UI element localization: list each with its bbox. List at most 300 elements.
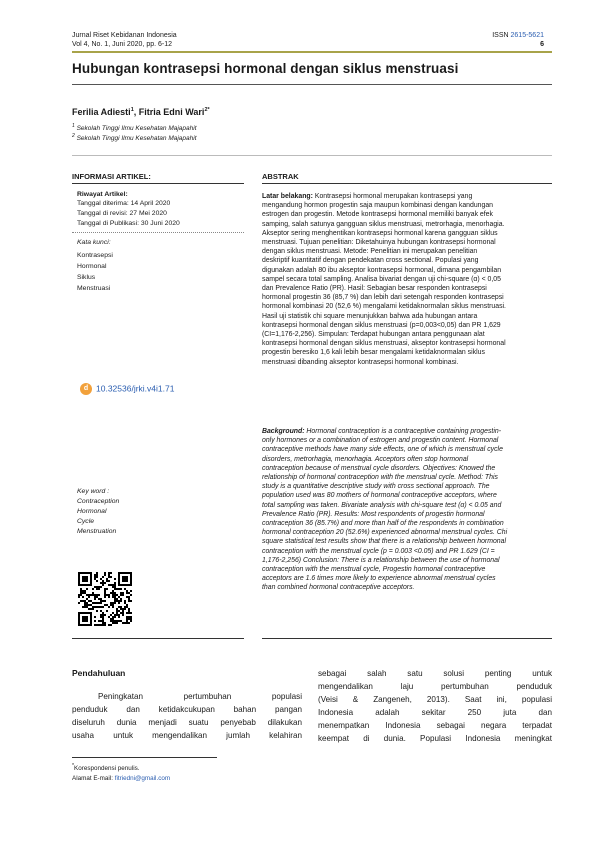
journal-name: Jurnal Riset Kebidanan Indonesia [72,32,177,39]
history-label: Riwayat Artikel: [77,191,128,198]
qr-module [92,592,94,594]
qr-module [104,590,106,592]
qr-module [120,606,122,608]
author-separator: , [133,107,139,117]
qr-module [126,622,128,624]
keyword-en-2: Hormonal [77,508,107,515]
qr-module [126,612,128,614]
qr-module [128,612,130,614]
abstract-id-line [262,284,557,293]
qr-module [118,600,120,602]
qr-module [114,620,116,622]
abstract-id-line-text: digunakan adalah 80 ibu akseptor kontrasepsi hormonal, dimana pengambilan [262,266,502,274]
abstract-id-line-text: estrogen dan progestin. Metode kontrasepsi hormonal memiliki banyak efek [262,211,493,219]
abstract-en-line [262,510,557,519]
doi-link[interactable] [80,383,174,395]
qr-module [78,596,80,598]
abstract-en-line-text: acceptors are 1.6 times more likely to experience abnormal menstrual cycles [262,575,496,583]
qr-module [94,606,96,608]
qr-module [102,622,104,624]
qr-module [100,624,102,626]
qr-module [116,598,118,600]
issn-link[interactable]: 2615-5621 [510,32,544,39]
qr-module [82,592,84,594]
qr-module [90,604,92,606]
qr-module [104,622,106,624]
abstract-id-line [262,339,557,348]
keyword-3: Siklus [77,274,96,281]
abstract-en-line-text: hormonal contraception 20 (52.6%) experienced abnormal menstrual cycles. Chi [262,529,508,537]
qr-module [130,612,132,614]
abstract-id-line-text: Akseptor sering menghentikan kontrasepsi hormonal karena gangguan siklus [262,229,498,237]
qr-module [94,620,96,622]
qr-module [88,596,90,598]
qr-module [100,600,102,602]
qr-module [82,600,84,602]
abstract-id-line [262,229,557,238]
qr-module [108,574,110,576]
qr-module [106,580,108,582]
abstract-en-line-text: square statistical test results show that there is a relationship between hormonal [262,538,506,546]
abstract-en-line [262,455,557,464]
abstract-en-line [262,528,557,537]
qr-module [94,586,96,588]
qr-module [118,616,120,618]
qr-module [110,592,112,594]
qr-module [104,614,106,616]
qr-module [108,594,110,596]
qr-module [126,592,128,594]
qr-module [102,600,104,602]
qr-module [114,586,116,588]
qr-module [94,594,96,596]
abstract-id-line [262,256,557,265]
qr-module [112,606,114,608]
qr-module [110,618,112,620]
footnote-corr [72,763,140,772]
qr-module [114,600,116,602]
qr-module [100,616,102,618]
qr-module [110,620,112,622]
abstract-id-line-text: menstruasi dibanding akseptor kontrasepsi hormonal kombinasi. [262,358,459,366]
abstract-rule [262,183,552,184]
affiliation-2-text: Sekolah Tinggi Ilmu Kesehatan Majapahit [76,135,197,143]
qr-module [102,612,104,614]
intro-left-line: penduduk dan ketidakcukupan bahan pangan [72,705,302,715]
abstract-en-line-text: Prevalence Ratio (PR). Results: Most respondents of progestin hormonal [262,510,485,518]
qr-code-image [78,572,132,626]
qr-module [110,624,112,626]
qr-module [124,622,126,624]
qr-module [88,608,90,610]
abstract-en-line [262,464,557,473]
qr-module [78,602,80,604]
qr-module [96,586,98,588]
qr-module [80,590,82,592]
qr-module [106,594,108,596]
qr-module [104,600,106,602]
qr-module [98,594,100,596]
abstract-id-line [262,302,557,311]
qr-module [100,620,102,622]
qr-module [120,600,122,602]
qr-module [126,620,128,622]
qr-module [122,610,124,612]
qr-module [126,616,128,618]
abstract-id-line [262,201,557,210]
qr-module [108,580,110,582]
header-rule [72,51,552,53]
qr-module [78,594,80,596]
abstract-id-line-text: hormonal progestin 36 (85,7 %) dan lebih dari setengah responden kontrasepsi [262,294,504,302]
qr-module [116,620,118,622]
qr-module [96,580,98,582]
qr-module [114,588,116,590]
qr-module [128,618,130,620]
abstract-en-line-text: only hormones or a combination of estrogen and progestin content. Hormonal [262,437,499,445]
keyword-1: Kontrasepsi [77,252,113,259]
qr-module [106,588,108,590]
qr-module [94,576,96,578]
qr-module [100,586,102,588]
qr-module [106,610,108,612]
qr-module [104,572,106,574]
qr-module [94,578,96,580]
qr-module [80,600,82,602]
qr-module [98,620,100,622]
qr-module [106,604,108,606]
abstract-en-line [262,501,557,510]
qr-module [90,608,92,610]
qr-module [116,608,118,610]
qr-module [122,612,124,614]
qr-module [94,596,96,598]
intro-heading: Pendahuluan [72,668,126,678]
intro-left-line: usaha untuk mengendalikan jumlah kelahiran [72,731,302,741]
qr-module [120,592,122,594]
qr-module [114,616,116,618]
abstract-en-line-text: disorders, metrorhagia, menorhagia. Acceptors often stop hormonal [262,455,469,463]
abstract-en-line-text: Hormonal contraception is a contraceptive containing progestin- [304,428,501,435]
qr-module [114,584,116,586]
qr-module [100,582,102,584]
journal-volume: Vol 4, No. 1, Juni 2020, pp. 6-12 [72,41,173,48]
qr-module [104,604,106,606]
qr-module [96,602,98,604]
abstract-en-line [262,491,557,500]
qr-module [124,606,126,608]
qr-module [120,594,122,596]
abstract-en-line-text: than combined hormonal contraceptive acceptors. [262,584,415,592]
qr-module [86,604,88,606]
footnote-rule [72,757,217,758]
qr-module [112,596,114,598]
qr-module [128,610,130,612]
qr-module [102,624,104,626]
qr-module [126,606,128,608]
history-rule [72,232,244,233]
qr-module [110,602,112,604]
qr-module [108,572,110,574]
qr-module [84,606,86,608]
qr-module [114,614,116,616]
qr-module [108,576,110,578]
footnote-email [72,775,170,782]
qr-module [98,588,100,590]
doi-icon: d [80,383,92,395]
abstract-id-line [262,275,557,284]
qr-module [118,614,120,616]
qr-module [112,594,114,596]
abstract-en-line [262,427,557,436]
qr-module [94,602,96,604]
qr-module [102,614,104,616]
qr-module [120,612,122,614]
qr-module [94,616,96,618]
info-bottom-rule [72,638,244,639]
title-rule [72,84,552,85]
qr-module [102,576,104,578]
qr-module [98,606,100,608]
qr-module [108,606,110,608]
intro-right-line: mengendalikan laju pertumbuhan penduduk [318,682,552,692]
footnote-corr-text: Korespondensi penulis. [74,765,140,773]
abstract-id-line [262,192,557,201]
qr-module [98,586,100,588]
abstract-id-line-text: kontrasepsi hormonal dengan siklus menstruasi, akseptor kontrasepsi hormonal [262,340,506,348]
qr-module [112,592,114,594]
affiliation-rule [72,155,552,156]
abstract-id-line-text: dengan siklus menstruasi. Metode: Penelitian ini merupakan penelitian [262,248,478,256]
qr-module [128,592,130,594]
qr-module [110,584,112,586]
abstract-id-line [262,210,557,219]
qr-module [126,590,128,592]
qr-module [128,616,130,618]
intro-right-column [318,667,552,746]
qr-module [104,596,106,598]
abstract-en-line-text: study is a quantitative descriptive study with cross sectional approach. The [262,483,490,491]
intro-right-line: sebagai salah satu solusi penting untuk [318,669,552,678]
qr-module [116,588,118,590]
abstract-id-line-text: Kontrasepsi hormonal merupakan kontrasepsi yang [312,193,473,200]
qr-module [112,602,114,604]
qr-module [108,596,110,598]
qr-module [112,618,114,620]
qr-module [96,574,98,576]
qr-module [104,594,106,596]
abstract-id-line [262,358,557,367]
qr-module [118,596,120,598]
qr-module [100,578,102,580]
qr-module [126,618,128,620]
abstract-id [262,192,557,367]
qr-module [122,594,124,596]
qr-module [122,622,124,624]
qr-module [116,594,118,596]
abstract-en-line [262,565,557,574]
abstract-id-line [262,266,557,275]
abstract-id-line [262,321,557,330]
qr-module [122,576,128,582]
abstract-id-line-text: hormonal kombinasi 20 (52,6 %) mengalami ketidaknormalan siklus menstruasi. [262,303,506,311]
qr-module [94,624,96,626]
qr-module [126,604,128,606]
abstract-id-line-text: menstruasi. Tujuan penelitian: Diketahuinya hubungan kontrasepsi hormonal [262,239,496,247]
qr-code[interactable] [78,572,132,626]
qr-module [80,594,82,596]
affiliation-1-text: Sekolah Tinggi Ilmu Kesehatan Majapahit [76,125,197,133]
qr-module [96,606,98,608]
keyword-4: Menstruasi [77,285,111,292]
date-received: Tanggal diterima: 14 April 2020 [77,200,171,207]
qr-module [114,598,116,600]
qr-module [118,606,120,608]
affiliation-2 [72,132,197,143]
qr-module [102,606,104,608]
qr-module [94,598,96,600]
qr-module [88,600,90,602]
abstract-en-line-text: contraception with the menstrual cycle, Progestin hormonal contraceptive [262,566,486,574]
qr-module [116,600,118,602]
abstract-id-line-text: progestin beresiko 1,6 kali lebih besar mengalami ketidaknormalan siklus [262,349,485,357]
abstract-id-line-text: dan Prevalence Ratio (PR). Hasil: Sebagian besar responden kontrasepsi [262,285,487,293]
qr-module [98,598,100,600]
qr-module [114,594,116,596]
qr-module [130,594,132,596]
keyword-2: Hormonal [77,263,107,270]
info-heading: INFORMASI ARTIKEL: [72,172,151,181]
abstract-id-line-text: samping, salah satunya gangguan siklus menstruasi, metrorhagia, menorhagia. [262,220,505,228]
qr-module [124,608,126,610]
abstract-en-line-text: 1,176-2,256) Conclusion: There is a relationship between the use of hormonal [262,556,500,564]
qr-module [84,602,86,604]
qr-module [86,598,88,600]
abstract-en-line [262,482,557,491]
qr-module [86,602,88,604]
abstract-en-line-text: relationship of hormonal contraception with the menstrual cycle. Method: This [262,474,498,482]
qr-module [110,576,112,578]
qr-module [114,622,116,624]
qr-module [104,624,106,626]
qr-module [90,594,92,596]
qr-module [112,620,114,622]
qr-module [96,576,98,578]
abstract-id-line [262,293,557,302]
qr-module [130,620,132,622]
qr-module [128,622,130,624]
qr-module [96,588,98,590]
email-link[interactable]: fitriedni@gmail.com [114,775,171,782]
qr-module [114,592,116,594]
qr-module [116,614,118,616]
issn [492,31,544,40]
page-number: 6 [540,41,544,48]
qr-module [114,602,116,604]
qr-module [100,606,102,608]
qr-module [102,620,104,622]
qr-module [80,588,82,590]
qr-module [118,588,120,590]
qr-module [84,604,86,606]
intro-right-line: keempat di dunia. Populasi Indonesia meningkat [318,734,552,744]
abstract-en-line-text: contraception 36 (85.7%) and more than half of the respondents in combination [262,520,504,528]
authors [72,107,210,117]
qr-module [82,596,84,598]
abstract-en-line [262,547,557,556]
qr-module [92,608,94,610]
qr-module [110,614,112,616]
qr-module [102,582,104,584]
abstract-en-line [262,519,557,528]
qr-module [100,602,102,604]
affiliation-1-sup: 1 [72,123,75,129]
abstract-id-line-lead: Latar belakang: [262,193,313,200]
qr-module [128,598,130,600]
qr-module [112,586,114,588]
abstract-en-line [262,583,557,592]
qr-module [96,572,98,574]
abstract-en-line-text: population used was 80 mothers of hormonal contraceptive acceptors, where [262,492,497,500]
qr-module [114,578,116,580]
qr-module [88,594,90,596]
qr-module [130,600,132,602]
qr-module [102,618,104,620]
qr-module [98,624,100,626]
qr-module [108,616,110,618]
qr-module [128,608,130,610]
qr-module [94,574,96,576]
qr-module [106,578,108,580]
qr-module [108,624,110,626]
qr-module [84,592,86,594]
qr-module [84,590,86,592]
qr-module [82,616,88,622]
abstract-id-line [262,238,557,247]
author-1-sup: 1 [130,107,134,113]
qr-module [92,594,94,596]
qr-module [90,600,92,602]
qr-module [88,604,90,606]
qr-module [126,596,128,598]
qr-module [82,576,88,582]
qr-module [92,606,94,608]
abstract-id-line [262,312,557,321]
abstract-en-line-text: contraceptive methods have many side effects, one of which is menstrual cycle [262,446,503,454]
qr-module [96,596,98,598]
qr-module [116,610,118,612]
affiliation-2-sup: 2 [72,133,75,139]
qr-module [102,580,104,582]
qr-module [128,596,130,598]
qr-module [114,582,116,584]
abstract-en-line-text: contraception with the menstrual cycle (p = 0.003 <0.05) and PR 1.629 (CI = [262,547,495,555]
qr-module [112,622,114,624]
qr-module [110,604,112,606]
qr-module [118,602,120,604]
qr-module [116,612,118,614]
qr-module [108,584,110,586]
qr-module [96,594,98,596]
qr-module [104,588,106,590]
date-revised: Tanggal di revisi: 27 Mei 2020 [77,210,167,217]
qr-module [130,616,132,618]
abstract-en-line [262,473,557,482]
footnote-marker: * [72,763,75,769]
abstract-en-line [262,436,557,445]
doi-text[interactable]: 10.32536/jrki.v4i1.71 [96,383,175,394]
qr-module [92,602,94,604]
